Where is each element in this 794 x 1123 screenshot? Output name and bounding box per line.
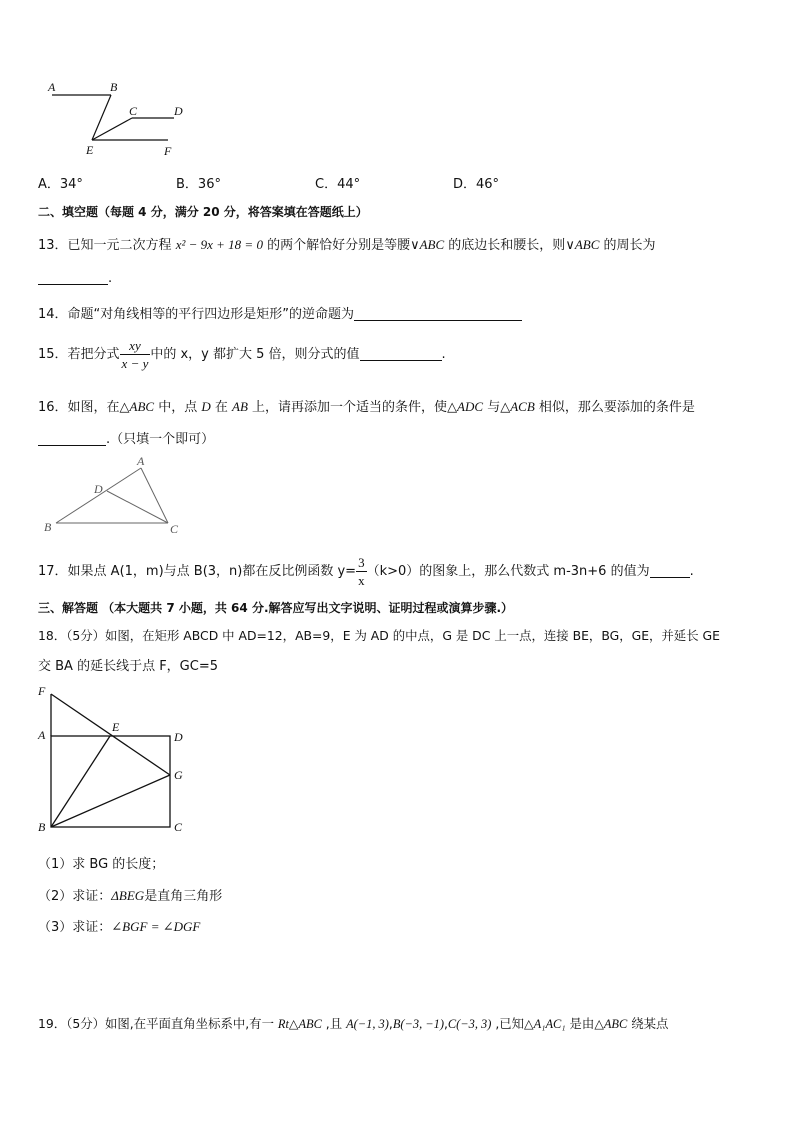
q19-rt-triangle: Rt△ABC — [277, 1017, 322, 1031]
q17-suffix: （k>0）的图象上，那么代数式 m-3n+6 的值为 — [366, 564, 650, 579]
q17-denominator: x — [358, 573, 365, 588]
fig12-label-d: D — [174, 104, 183, 118]
q16-point-d: D — [201, 399, 211, 414]
q19-point-a: A(−1, 3) — [346, 1017, 389, 1031]
q15-numerator: xy — [120, 339, 151, 355]
q18-part2 — [38, 885, 222, 904]
q19-tri1: △A₁AC₁ — [524, 1017, 566, 1031]
q19-line1: 19．（5分）如图,在平面直角坐标系中,有一 Rt△ABC ,且 A(−1, 3),B(−3, −1),C(−3, 3) ,已知△A₁AC₁ 是由△ABC 绕某点 — [38, 1016, 669, 1031]
q18-part2-suffix: 是直角三角形 — [144, 889, 223, 904]
q15-end: . — [441, 347, 446, 362]
q14-answer-blank[interactable] — [354, 306, 522, 321]
fig16-line-dc — [107, 491, 168, 523]
q15-line — [38, 339, 446, 370]
fig16-label-a: A — [137, 454, 145, 468]
q16-line2 — [38, 428, 214, 447]
q16-part1: 16．如图，在 — [38, 400, 120, 415]
fig16-line-ac — [141, 468, 168, 523]
q16-figure — [40, 455, 190, 540]
q16-part2: 中，点 — [154, 400, 202, 415]
fig18-line-bg — [51, 775, 170, 827]
q19-mid3: 是由 — [565, 1016, 595, 1031]
q18-line1: 18．（5分）如图，在矩形 ABCD 中 AD=12，AB=9，E 为 AD 的中点，G 是 DC 上一点，连接 BE，BG，GE，并延长 GE — [38, 628, 720, 643]
fig18-label-f: F — [38, 684, 46, 698]
fig18-line-fg — [51, 694, 170, 775]
q12-option-b: B．36° — [176, 177, 221, 192]
q12-option-d: D．46° — [453, 177, 500, 192]
q16-segment-ab: AB — [232, 399, 248, 414]
fig16-label-c: C — [170, 522, 179, 536]
q16-part4: 上，请再添加一个适当的条件，使 — [247, 400, 448, 415]
q12-option-c: C．44° — [315, 177, 361, 192]
q19-mid2: ,已知 — [491, 1016, 525, 1031]
q18-part2-prefix: （2）求证： — [38, 889, 112, 904]
q13-triangle: ∨ABC — [410, 237, 445, 252]
fig12-label-a: A — [48, 80, 56, 94]
q13-answer-blank[interactable] — [38, 270, 108, 285]
q17-end: . — [689, 564, 694, 579]
q13-end: . — [108, 271, 113, 286]
q13-line1 — [38, 234, 656, 253]
fig18-label-d: D — [174, 730, 183, 744]
q13-mid2: 的底边长和腰长，则 — [444, 238, 566, 253]
q16-tri-abc: △ABC — [119, 399, 155, 414]
q17-numerator: 3 — [358, 555, 365, 570]
q14-line — [38, 303, 522, 322]
q12-figure — [40, 78, 200, 160]
q16-answer-blank[interactable] — [38, 431, 106, 446]
fig18-label-c: C — [174, 820, 183, 834]
fig18-line-be — [51, 736, 110, 827]
q15-denominator: x − y — [121, 356, 149, 371]
fig16-label-d: D — [94, 482, 103, 496]
q18-part1: （1）求 BG 的长度； — [38, 857, 165, 872]
q13-mid: 的两个解恰好分别是等腰 — [262, 238, 411, 253]
fig18-label-b: B — [38, 820, 46, 834]
fig12-label-b: B — [110, 80, 118, 94]
q13-suffix: 的周长为 — [599, 238, 656, 253]
q16-line1 — [38, 396, 695, 415]
q19-point-b: B(−3, −1) — [392, 1017, 444, 1031]
section3-heading: 三、解答题 （本大题共 7 小题，共 64 分.解答应写出文字说明、证明过程或演算步骤.） — [38, 601, 514, 615]
q17-fraction — [356, 556, 367, 587]
q13-equation: x² − 9x + 18 = 0 — [175, 237, 263, 252]
fig18-label-a: A — [38, 728, 46, 742]
fig12-label-f: F — [164, 144, 172, 158]
q17-line — [38, 556, 694, 587]
fig16-label-b: B — [44, 520, 52, 534]
q16-tri-acb: △ACB — [500, 399, 535, 414]
q19-mid: ,且 — [321, 1016, 347, 1031]
q18-figure — [34, 683, 194, 838]
q19-point-c: C(−3, 3) — [447, 1017, 492, 1031]
q19-suffix: 绕某点 — [627, 1016, 669, 1031]
q16-line2-text: .（只填一个即可） — [106, 432, 215, 447]
q16-part5: 与 — [483, 400, 501, 415]
fig18-rectangle — [51, 736, 170, 827]
q16-tri-adc: △ADC — [447, 399, 484, 414]
q16-part6: 相似，那么要添加的条件是 — [534, 400, 695, 415]
q13-prefix: 13．已知一元二次方程 — [38, 238, 176, 253]
q14-text: 14．命题“对角线相等的平行四边形是矩形”的逆命题为 — [38, 307, 355, 322]
section2-heading: 二、填空题（每题 4 分，满分 20 分，将答案填在答题纸上） — [38, 205, 368, 219]
q12-option-a: A．34° — [38, 177, 83, 192]
q17-prefix: 17．如果点 A(1，m)与点 B(3，n)都在反比例函数 y= — [38, 564, 357, 579]
fig12-label-c: C — [129, 104, 138, 118]
q15-fraction — [120, 339, 151, 370]
q18-part3-prefix: （3）求证： — [38, 920, 112, 935]
q15-answer-blank[interactable] — [360, 346, 442, 361]
q15-suffix: 中的 x，y 都扩大 5 倍，则分式的值 — [150, 347, 360, 362]
fig18-label-e: E — [112, 720, 120, 734]
q17-answer-blank[interactable] — [650, 563, 690, 578]
q19-tri2: △ABC — [594, 1017, 628, 1031]
q15-prefix: 15．若把分式 — [38, 347, 120, 362]
q18-part2-math: ΔBEG — [111, 888, 145, 903]
q13-triangle-2: ∨ABC — [565, 237, 600, 252]
q18-part3 — [38, 916, 200, 935]
q16-part3: 在 — [210, 400, 233, 415]
q18-part3-math: ∠BGF = ∠DGF — [111, 919, 201, 934]
fig12-line-be — [92, 95, 111, 140]
q13-line2 — [38, 270, 112, 286]
fig12-label-e: E — [86, 143, 94, 157]
q18-line2: 交 BA 的延长线于点 F，GC=5 — [38, 659, 219, 674]
fig18-label-g: G — [174, 768, 183, 782]
fig12-line-ed — [92, 118, 132, 140]
q19-prefix: 19．（5分）如图,在平面直角坐标系中,有一 — [38, 1016, 278, 1031]
